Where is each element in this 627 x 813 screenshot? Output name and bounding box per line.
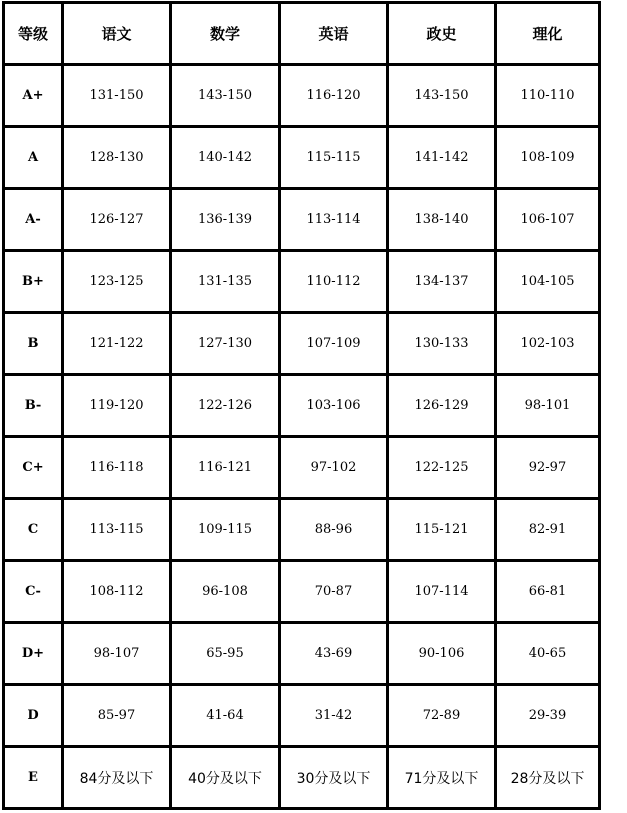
- cell-chinese: 84分及以下: [64, 748, 172, 810]
- cell-chinese: 108-112: [64, 562, 172, 624]
- cell-english: 88-96: [281, 500, 389, 562]
- cell-english: 30分及以下: [281, 748, 389, 810]
- cell-math: 122-126: [172, 376, 281, 438]
- header-cell-chinese: 语文: [64, 4, 172, 66]
- cell-math: 65-95: [172, 624, 281, 686]
- cell-math: 127-130: [172, 314, 281, 376]
- cell-math: 41-64: [172, 686, 281, 748]
- cell-math: 140-142: [172, 128, 281, 190]
- table-row: [5, 500, 601, 562]
- cell-politics-history: 122-125: [389, 438, 497, 500]
- table-row: [5, 314, 601, 376]
- cell-english: 107-109: [281, 314, 389, 376]
- table-row: [5, 128, 601, 190]
- cell-chinese: 121-122: [64, 314, 172, 376]
- table-row: [5, 252, 601, 314]
- header-cell-english: 英语: [281, 4, 389, 66]
- cell-physics-chemistry: 108-109: [497, 128, 601, 190]
- cell-grade: C+: [5, 438, 64, 500]
- table-row: [5, 66, 601, 128]
- cell-politics-history: 115-121: [389, 500, 497, 562]
- cell-english: 113-114: [281, 190, 389, 252]
- cell-politics-history: 71分及以下: [389, 748, 497, 810]
- cell-chinese: 85-97: [64, 686, 172, 748]
- table-row: [5, 748, 601, 810]
- header-cell-math: 数学: [172, 4, 281, 66]
- cell-chinese: 113-115: [64, 500, 172, 562]
- table-row: [5, 562, 601, 624]
- cell-grade: B-: [5, 376, 64, 438]
- cell-politics-history: 138-140: [389, 190, 497, 252]
- cell-math: 116-121: [172, 438, 281, 500]
- table-body: [5, 4, 601, 810]
- cell-physics-chemistry: 104-105: [497, 252, 601, 314]
- cell-grade: B: [5, 314, 64, 376]
- cell-grade: E: [5, 748, 64, 810]
- cell-politics-history: 90-106: [389, 624, 497, 686]
- cell-politics-history: 126-129: [389, 376, 497, 438]
- cell-math: 109-115: [172, 500, 281, 562]
- header-cell-physics-chemistry: 理化: [497, 4, 601, 66]
- cell-math: 131-135: [172, 252, 281, 314]
- cell-physics-chemistry: 82-91: [497, 500, 601, 562]
- cell-physics-chemistry: 40-65: [497, 624, 601, 686]
- cell-physics-chemistry: 98-101: [497, 376, 601, 438]
- cell-grade: D: [5, 686, 64, 748]
- cell-math: 143-150: [172, 66, 281, 128]
- cell-politics-history: 72-89: [389, 686, 497, 748]
- cell-politics-history: 134-137: [389, 252, 497, 314]
- table-row: [5, 624, 601, 686]
- cell-grade: A-: [5, 190, 64, 252]
- table-row: [5, 376, 601, 438]
- cell-english: 115-115: [281, 128, 389, 190]
- table-row: [5, 190, 601, 252]
- table-row: [5, 686, 601, 748]
- cell-english: 43-69: [281, 624, 389, 686]
- cell-physics-chemistry: 106-107: [497, 190, 601, 252]
- cell-grade: A+: [5, 66, 64, 128]
- cell-physics-chemistry: 92-97: [497, 438, 601, 500]
- cell-english: 103-106: [281, 376, 389, 438]
- cell-politics-history: 130-133: [389, 314, 497, 376]
- header-cell-grade: 等级: [5, 4, 64, 66]
- cell-english: 70-87: [281, 562, 389, 624]
- cell-chinese: 123-125: [64, 252, 172, 314]
- cell-english: 31-42: [281, 686, 389, 748]
- header-cell-politics-history: 政史: [389, 4, 497, 66]
- cell-english: 116-120: [281, 66, 389, 128]
- cell-chinese: 116-118: [64, 438, 172, 500]
- cell-grade: C: [5, 500, 64, 562]
- cell-physics-chemistry: 102-103: [497, 314, 601, 376]
- cell-chinese: 119-120: [64, 376, 172, 438]
- grade-score-table: [2, 1, 601, 810]
- cell-grade: B+: [5, 252, 64, 314]
- cell-english: 97-102: [281, 438, 389, 500]
- cell-grade: D+: [5, 624, 64, 686]
- cell-grade: A: [5, 128, 64, 190]
- header-row: [5, 4, 601, 66]
- cell-physics-chemistry: 66-81: [497, 562, 601, 624]
- cell-math: 96-108: [172, 562, 281, 624]
- cell-physics-chemistry: 110-110: [497, 66, 601, 128]
- cell-chinese: 98-107: [64, 624, 172, 686]
- cell-politics-history: 141-142: [389, 128, 497, 190]
- cell-chinese: 128-130: [64, 128, 172, 190]
- cell-math: 40分及以下: [172, 748, 281, 810]
- cell-physics-chemistry: 29-39: [497, 686, 601, 748]
- cell-math: 136-139: [172, 190, 281, 252]
- cell-chinese: 131-150: [64, 66, 172, 128]
- cell-chinese: 126-127: [64, 190, 172, 252]
- cell-politics-history: 143-150: [389, 66, 497, 128]
- table-row: [5, 438, 601, 500]
- cell-grade: C-: [5, 562, 64, 624]
- cell-politics-history: 107-114: [389, 562, 497, 624]
- cell-physics-chemistry: 28分及以下: [497, 748, 601, 810]
- cell-english: 110-112: [281, 252, 389, 314]
